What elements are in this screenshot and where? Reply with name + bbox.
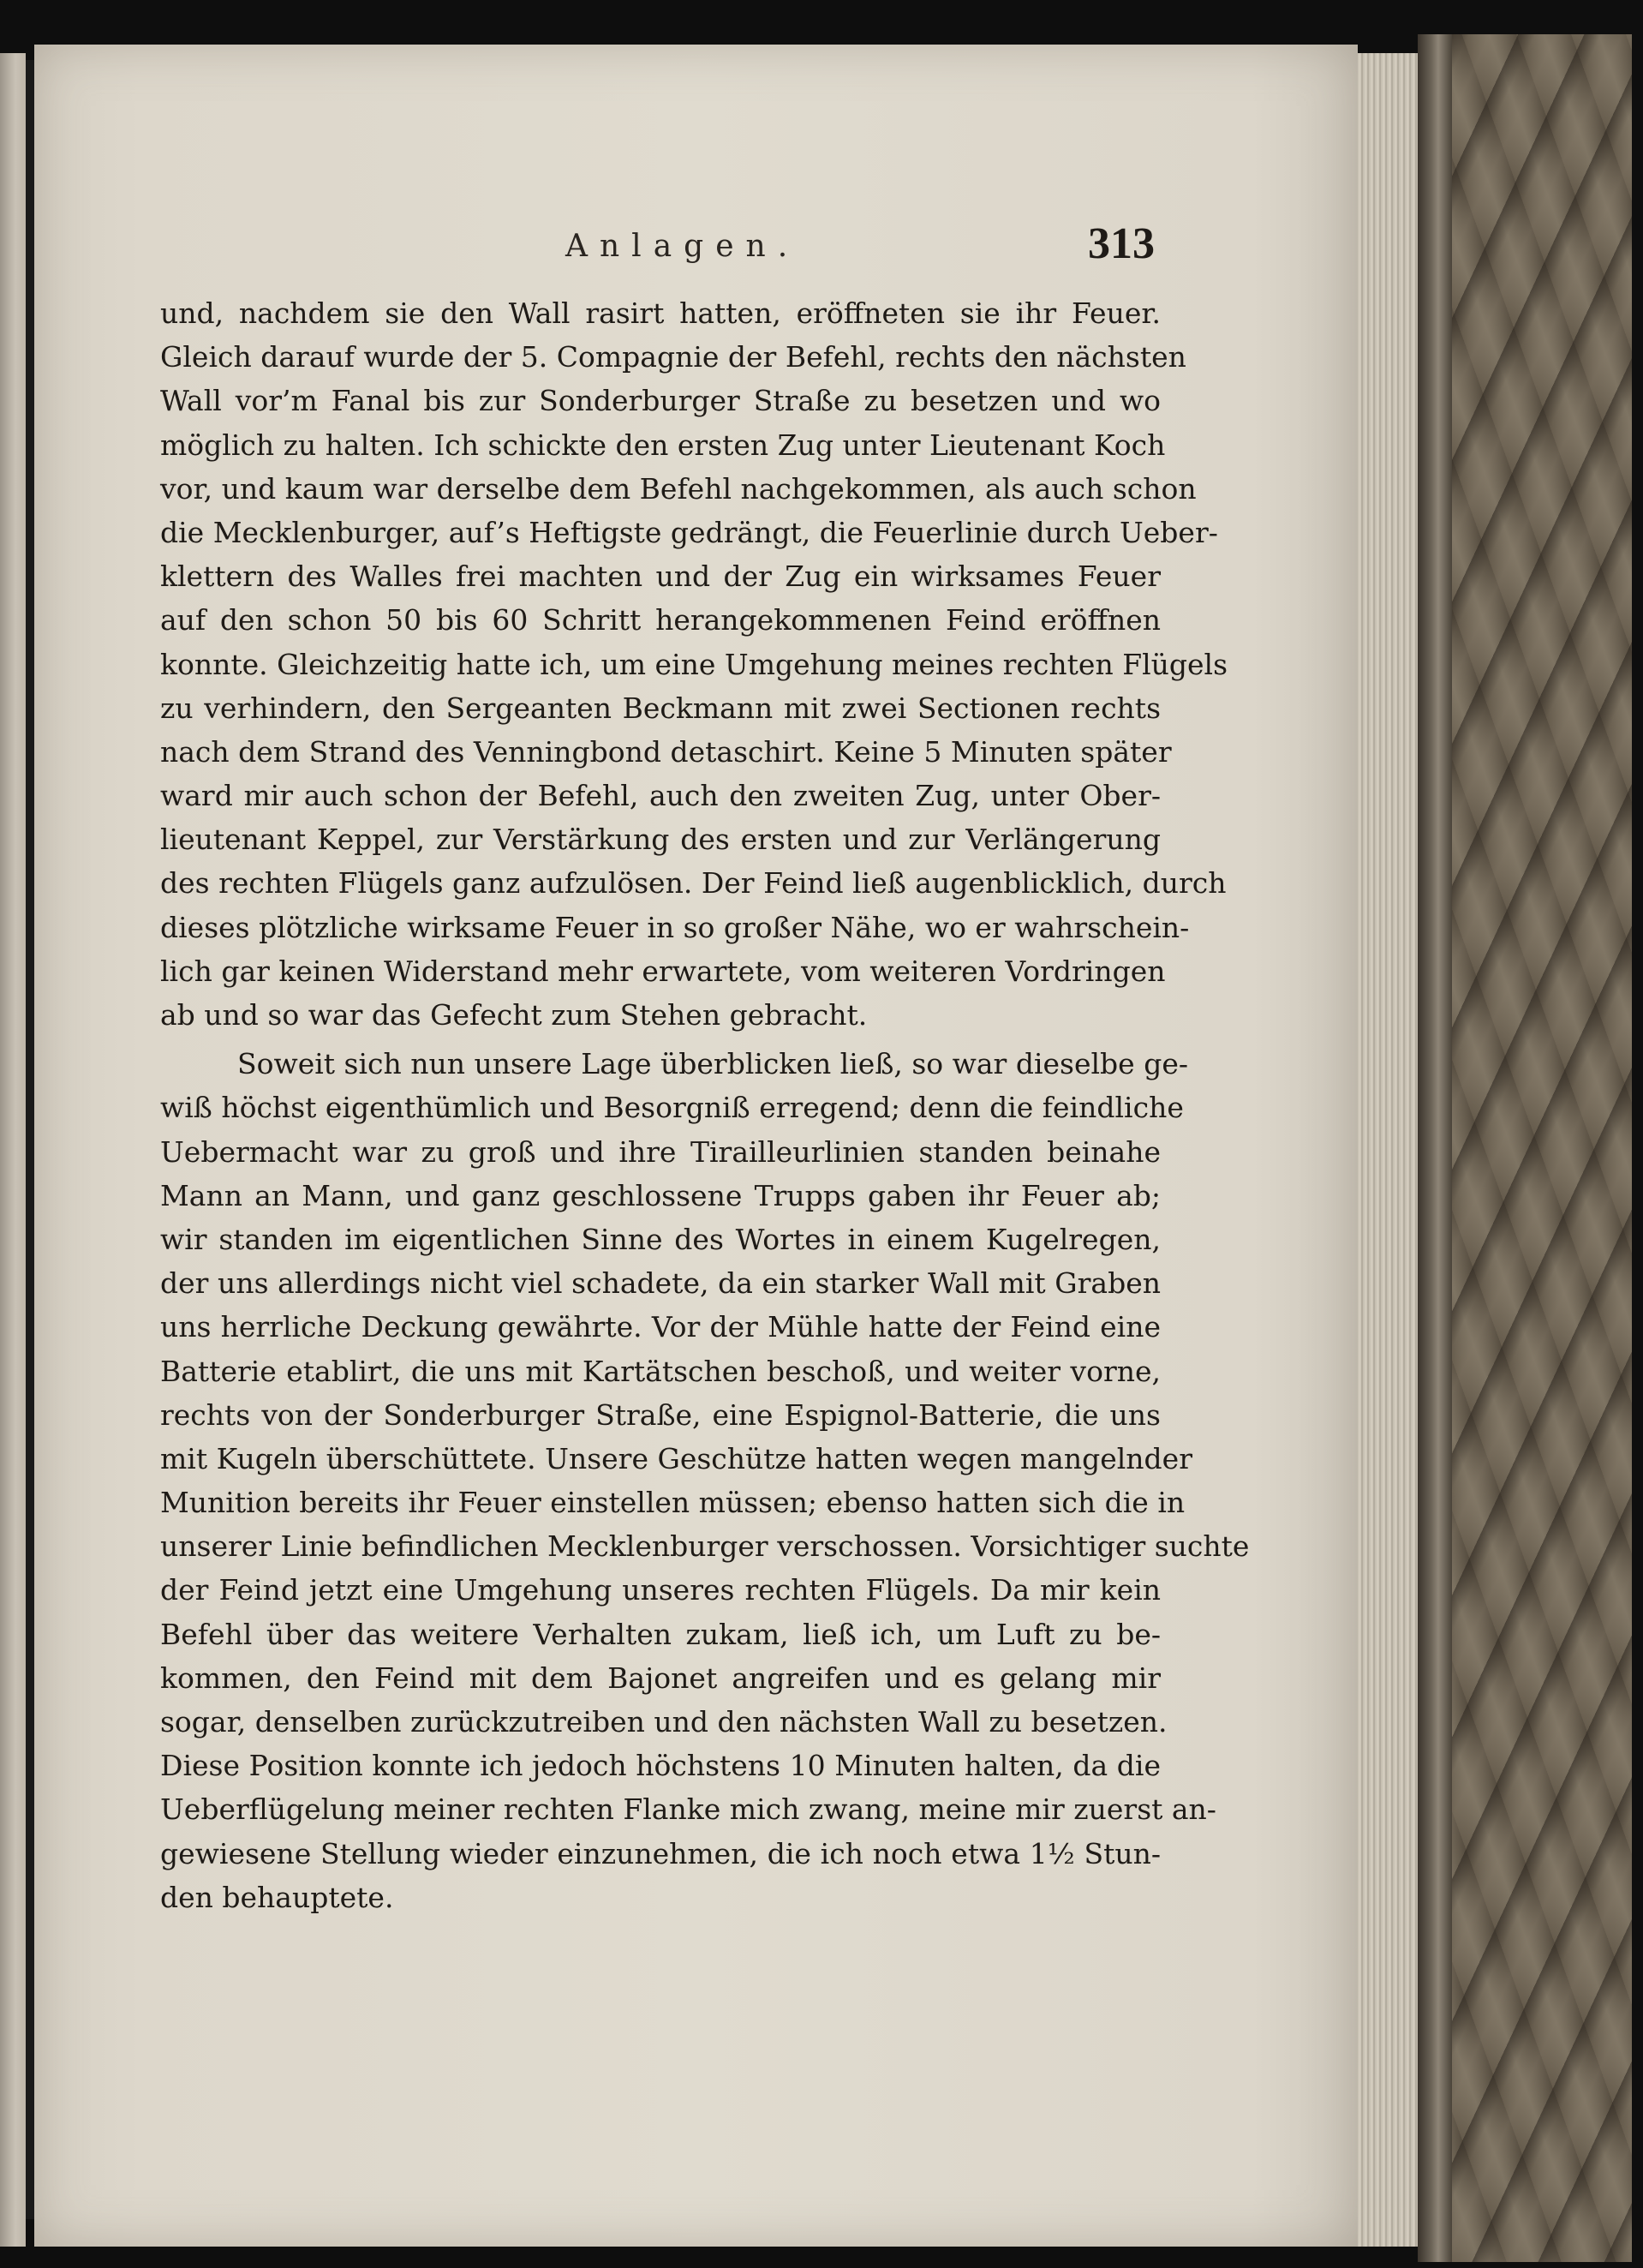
text-line: die Mecklenburger, auf’s Heftigste gedrängt, die Feuerlinie durch Ueber- (160, 515, 1218, 549)
text-line: Munition bereits ihr Feuer einstellen müssen; ebenso hatten sich die in (160, 1486, 1186, 1520)
text-line: lich gar keinen Widerstand mehr erwartete, vom weiteren Vordringen (160, 954, 1166, 988)
text-line: Befehl über das weitere Verhalten zukam, ließ ich, um Luft zu be- (160, 1617, 1161, 1651)
text-line: der Feind jetzt eine Umgehung unseres rechten Flügels. Da mir kein (160, 1573, 1161, 1607)
page-header (34, 218, 1358, 278)
page-number: 313 (1088, 219, 1155, 268)
paragraph (160, 291, 1228, 1037)
text-line: auf den schon 50 bis 60 Schritt herangekommenen Feind eröffnen (160, 603, 1161, 637)
text-line: rechts von der Sonderburger Straße, eine Espignol-Batterie, die uns (160, 1397, 1161, 1432)
text-line: vor, und kaum war derselbe dem Befehl nachgekommen, als auch schon (160, 471, 1197, 506)
text-line: möglich zu halten. Ich schickte den ersten Zug unter Lieutenant Koch (160, 428, 1166, 462)
text-line: wiß höchst eigenthümlich und Besorgniß erregend; denn die feindliche (160, 1091, 1184, 1125)
text-line: den behauptete. (160, 1880, 394, 1914)
body-text (160, 291, 1250, 1919)
text-line: klettern des Walles frei machten und der Zug ein wirksames Feuer (160, 560, 1161, 594)
text-line: Ueberflügelung meiner rechten Flanke mich zwang, meine mir zuerst an- (160, 1792, 1216, 1827)
book-cover-edge (1418, 34, 1452, 2262)
text-line: nach dem Strand des Venningbond detaschirt. Keine 5 Minuten später (160, 734, 1172, 769)
text-line: uns herrliche Deckung gewährte. Vor der Mühle hatte der Feind eine (160, 1310, 1161, 1344)
text-line: Batterie etablirt, die uns mit Kartätschen beschoß, und weiter vorne, (160, 1354, 1161, 1388)
text-line: Soweit sich nun unsere Lage überblicken ließ, so war dieselbe ge- (237, 1047, 1188, 1081)
text-line: lieutenant Keppel, zur Verstärkung des ersten und zur Verlängerung (160, 823, 1161, 857)
page-edges (1358, 53, 1418, 2247)
text-line: Mann an Mann, und ganz geschlossene Trupps gaben ihr Feuer ab; (160, 1178, 1161, 1212)
paragraph (160, 1042, 1250, 1919)
text-line: wir standen im eigentlichen Sinne des Wortes in einem Kugelregen, (160, 1222, 1161, 1256)
previous-page-edge (0, 53, 26, 2247)
text-line: Gleich darauf wurde der 5. Compagnie der Befehl, rechts den nächsten (160, 340, 1186, 374)
marbled-cover (1452, 34, 1632, 2262)
text-line: kommen, den Feind mit dem Bajonet angreifen und es gelang mir (160, 1661, 1161, 1695)
text-line: ward mir auch schon der Befehl, auch den zweiten Zug, unter Ober- (160, 779, 1161, 813)
text-line: mit Kugeln überschüttete. Unsere Geschütze hatten wegen mangelnder (160, 1441, 1192, 1475)
text-line: ab und so war das Gefecht zum Stehen gebracht. (160, 998, 868, 1032)
text-line: zu verhindern, den Sergeanten Beckmann mit zwei Sectionen rechts (160, 691, 1161, 725)
text-line: sogar, denselben zurückzutreiben und den nächsten Wall zu besetzen. (160, 1705, 1168, 1738)
text-line: dieses plötzliche wirksame Feuer in so großer Nähe, wo er wahrschein- (160, 910, 1190, 944)
text-line: des rechten Flügels ganz aufzulösen. Der Feind ließ augenblicklich, durch (160, 866, 1227, 901)
text-line: und, nachdem sie den Wall rasirt hatten, eröffneten sie ihr Feuer. (160, 296, 1161, 330)
text-line: gewiesene Stellung wieder einzunehmen, die ich noch etwa 1½ Stun- (160, 1836, 1161, 1870)
text-line: Wall vor’m Fanal bis zur Sonderburger Straße zu besetzen und wo (160, 384, 1161, 418)
running-title: Anlagen. (565, 229, 800, 264)
text-line: konnte. Gleichzeitig hatte ich, um eine Umgehung meines rechten Flügels (160, 647, 1228, 681)
text-line: der uns allerdings nicht viel schadete, da ein starker Wall mit Graben (160, 1266, 1161, 1301)
text-line: unserer Linie befindlichen Mecklenburger verschossen. Vorsichtiger suchte (160, 1529, 1250, 1564)
text-line: Diese Position konnte ich jedoch höchstens 10 Minuten halten, da die (160, 1749, 1161, 1783)
text-line: Uebermacht war zu groß und ihre Tirailleurlinien standen beinahe (160, 1134, 1161, 1169)
